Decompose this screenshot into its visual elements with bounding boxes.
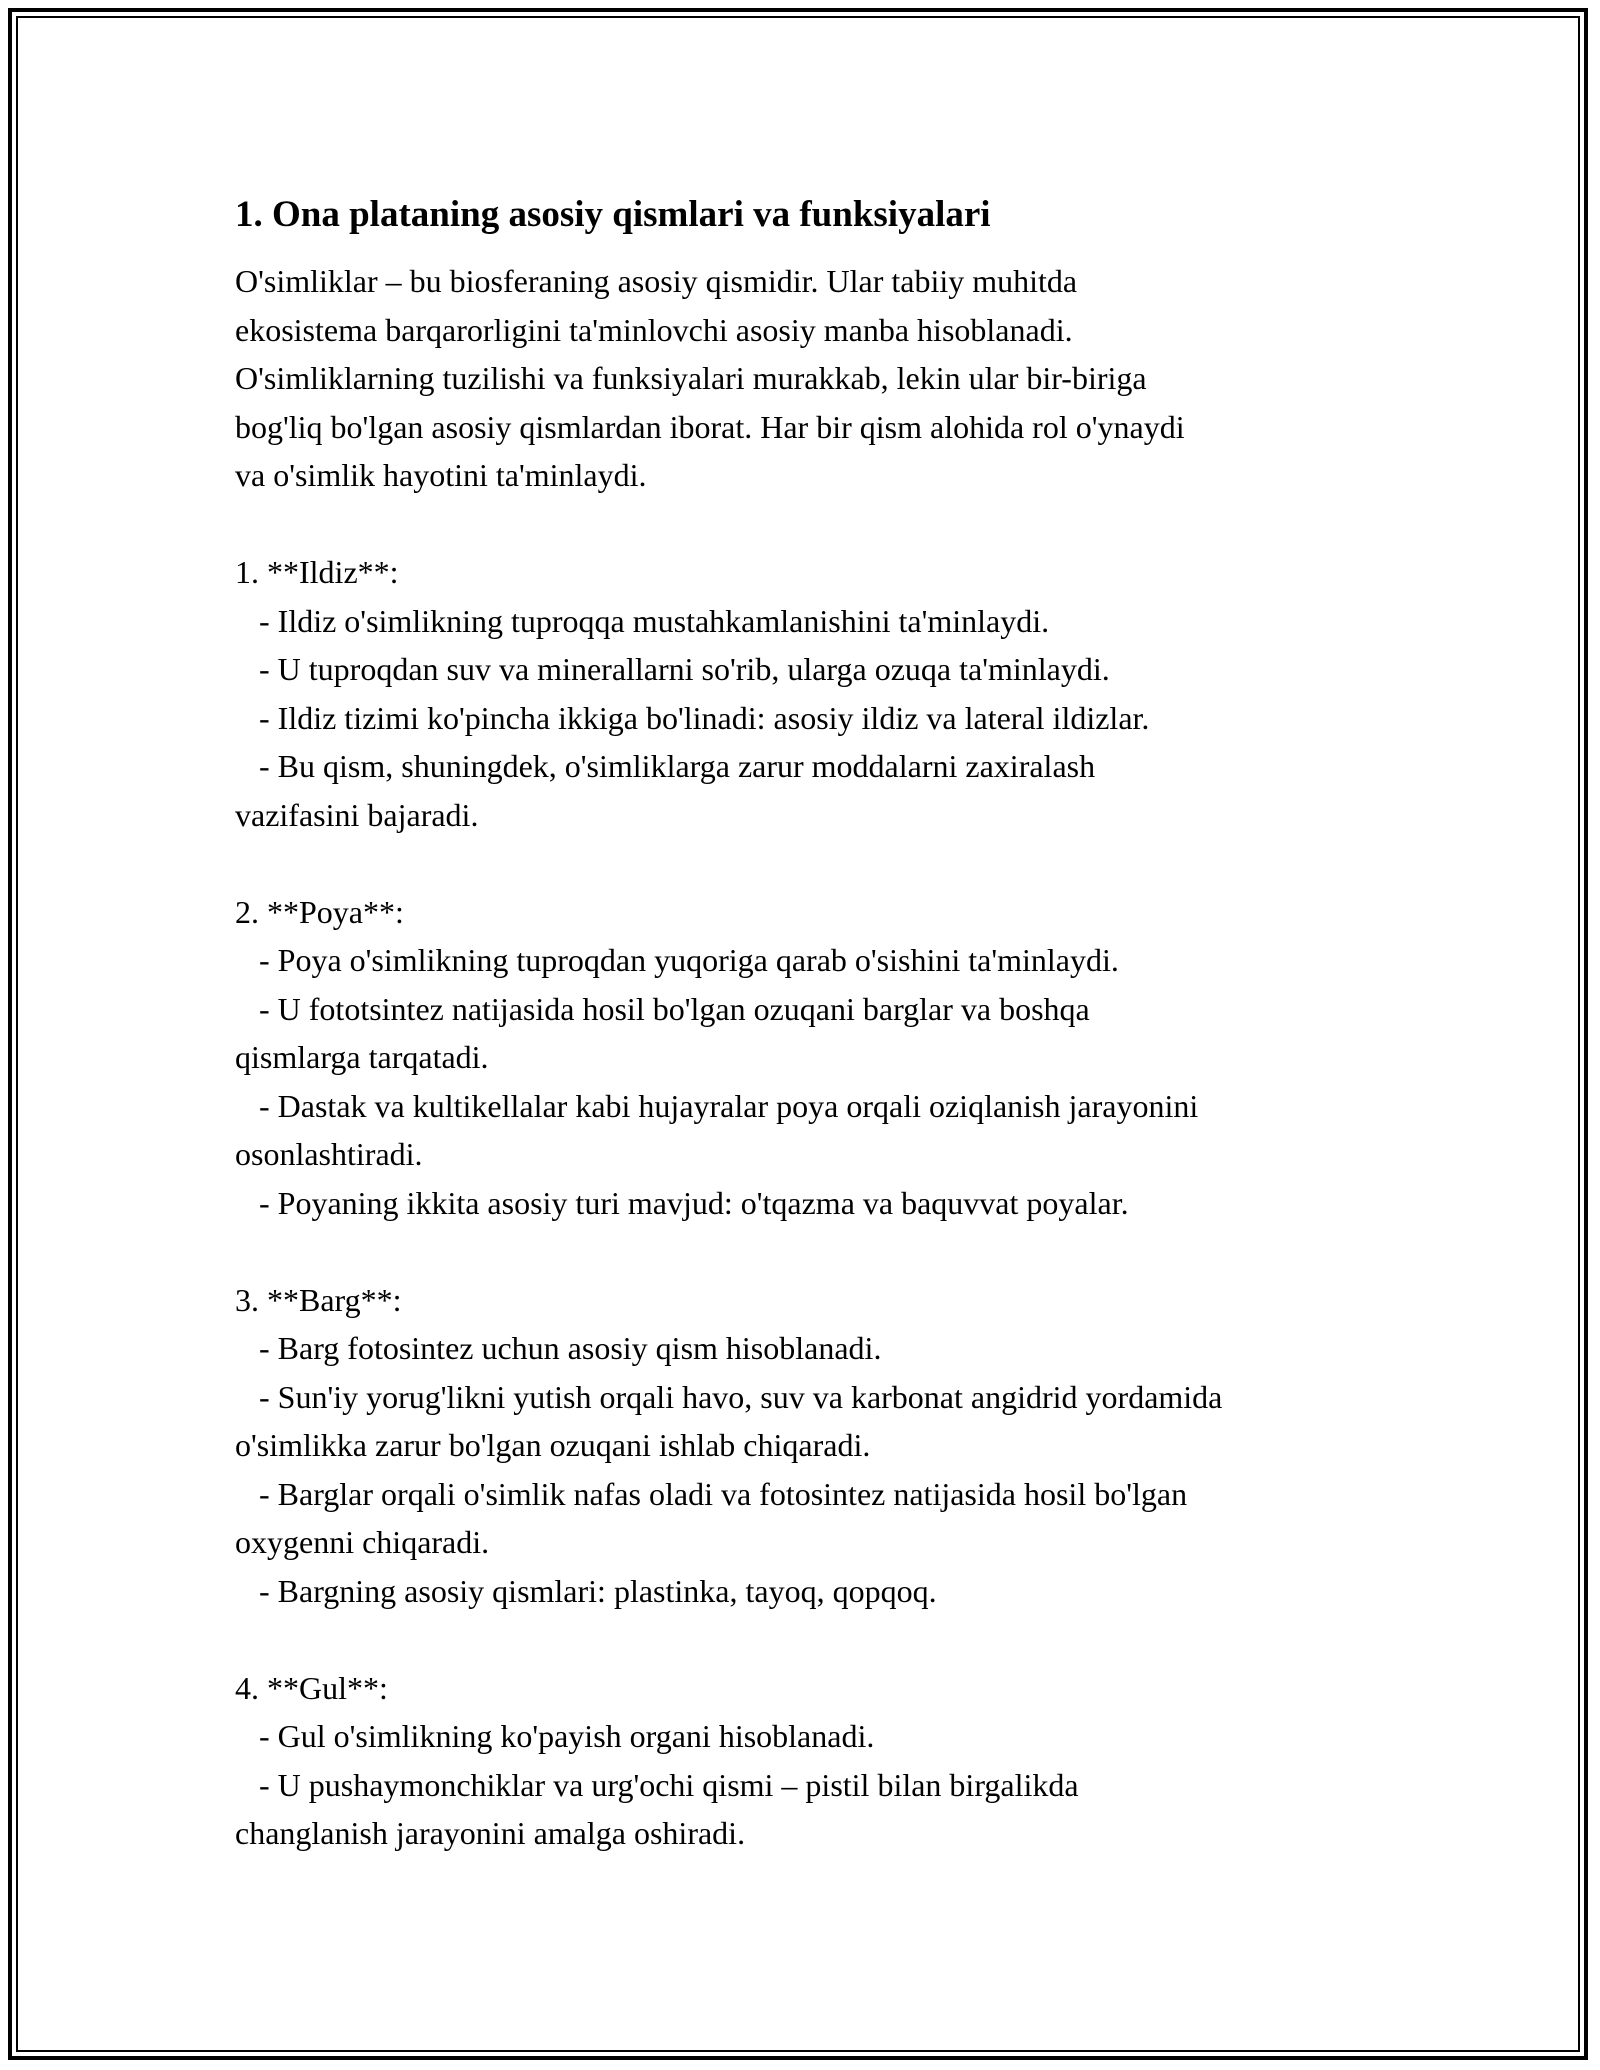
document-body: O'simliklar – bu biosferaning asosiy qismidir. Ular tabiiy muhitda ekosistema barqarorligini ta'minlovchi asosiy manba hisoblanadi. O'simliklarning tuzilishi va funksiyalari murakkab, lekin ular bir-biriga bog'liq bo'lgan asosiy qismlardan iborat. Har bir qism alohida rol o'ynaydi va o'simlik hayotini ta'minlaydi. 1. **Ildiz**: - Ildiz o'simlikning tuproqqa mustahkamlanishini ta'minlaydi. - U tuproqdan suv va minerallarni so'rib, ularga ozuqa ta'minlaydi. - Ildiz tizimi ko'pincha ikkiga bo'linadi: asosiy ildiz va lateral ildizlar. - Bu qism, shuningdek, o'simliklarga zarur moddalarni zaxiralash vazifasini bajaradi. 2. **Poya**: - Poya o'simlikning tuproqdan yuqoriga qarab o'sishini ta'minlaydi. - U fototsintez natijasida hosil bo'lgan ozuqani barglar va boshqa qismlarga tarqatadi. - Dastak va kultikellalar kabi hujayralar poya orqali oziqlanish jarayonini osonlashtiradi. - Poyaning ikkita asosiy turi mavjud: o'tqazma va baquvvat poyalar. 3. **Barg**: - Barg fotosintez uchun asosiy qism hisoblanadi. - Sun'iy yorug'likni yutish orqali havo, suv va karbonat angidrid yordamida o'simlikka zarur bo'lgan ozuqani ishlab chiqaradi. - Barglar orqali o'simlik nafas oladi va fotosintez natijasida hosil bo'lgan oxygenni chiqaradi. - Bargning asosiy qismlari: plastinka, tayoq, qopqoq. 4. **Gul**: - Gul o'simlikning ko'payish organi hisoblanadi. - U pushaymonchiklar va urg'ochi qismi – pistil bilan birgalikda changlanish jarayonini amalga oshiradi. (235, 263, 1223, 1851)
document-title: 1. Ona plataning asosiy qismlari va funksiyalari (235, 194, 991, 235)
document-page (235, 185, 1375, 1858)
